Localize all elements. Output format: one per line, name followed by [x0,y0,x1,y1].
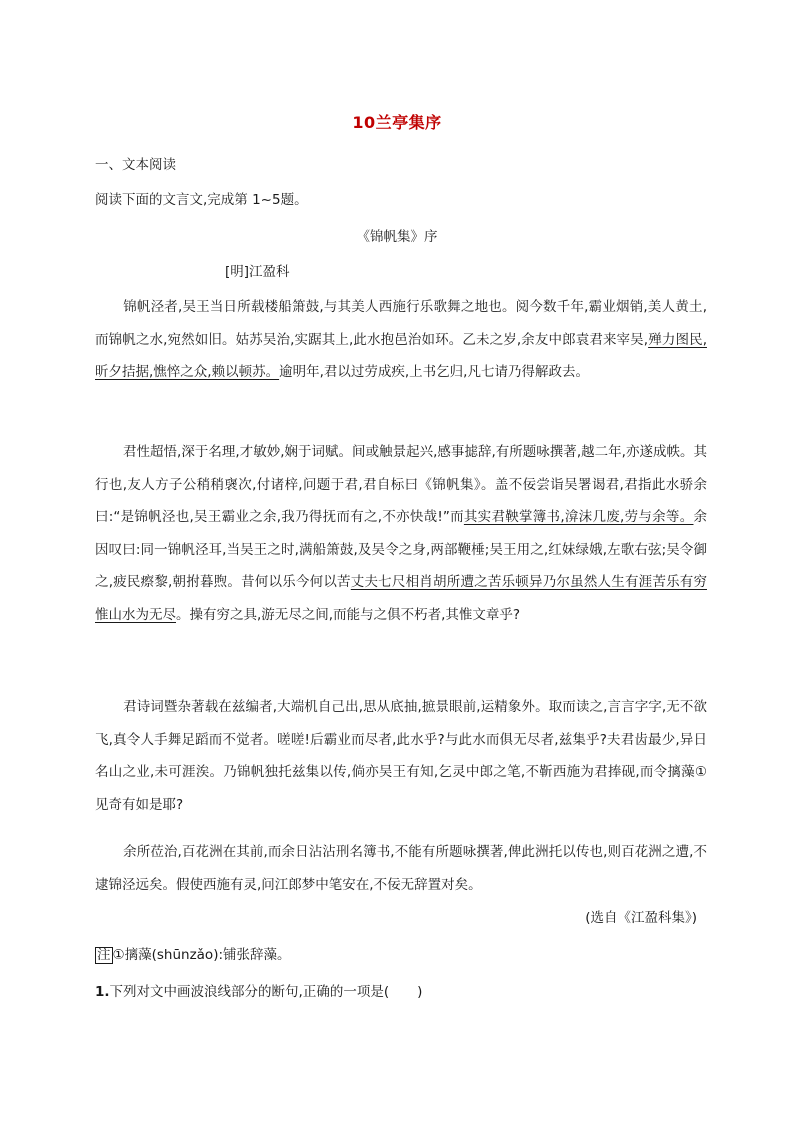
footnote-text: ①摛藻(shūnzǎo):铺张辞藻。 [112,947,291,963]
note-mark: 注 [97,947,111,963]
question-text: 下列对文中画波浪线部分的断句,正确的一项是( [109,984,390,1000]
section-heading: 一、文本阅读 [95,157,176,173]
page-title: 10兰亭集序 [352,113,442,132]
source-citation: (选自《江盈科集》) [585,910,697,926]
passage-title: 《锦帆集》序 [356,229,438,245]
paragraph-2 [95,436,707,632]
paragraph-3 [95,691,707,821]
paragraph-4 [95,836,707,901]
reading-instruction: 阅读下面的文言文,完成第 1~5题。 [95,192,308,208]
paragraph-1-text-b: 逾明年,君以过劳成疾,上书乞归,凡七请乃得解政去。 [279,364,589,381]
paragraph-3-text: 君诗词暨杂著载在兹编者,大端机自己出,思从底抽,摭景眼前,运精象外。取而读之,言言字字,无不欲飞,真令人手舞足蹈而不觉者。嗟嗟!后霸业而尽者,此水乎?与此水而俱无尽者,兹集乎?夫君齿最少,异日名山之业,未可涯涘。乃锦帆独托兹集以传,倘亦吴王有知,乞灵中郎之笔,不靳西施为君捧砚,而令摛藻①见奇有如是耶? [95,699,707,813]
paragraph-2-text-a: 君性超悟,深于名理,才敏妙,娴于词赋。间或触景起兴,感事摅辞,有所题咏撰著,越二年,亦遂成帙。其行也,友人方子公稍稍襃次,付诸梓,问题于君,君自标曰《锦帆集》。盖不佞尝诣吴署谒君,君指此水骄余曰:“是锦帆泾也,吴王霸业之余,我乃得抚而有之,不亦快哉!”而 [95,444,707,526]
footnote [95,945,291,965]
paragraph-1-text-a: 锦帆泾者,吴王当日所载楼船箫鼓,与其美人西施行乐歌舞之地也。阅今数千年,霸业烟销,美人黄土,而锦帆之水,宛然如旧。姑苏吴治,实踞其上,此水抱邑治如环。乙未之岁,余友中郎袁君来宰吴, [95,299,707,348]
question-1 [95,982,422,1002]
underlined-sentence-2: 其实君鞅掌簿书,渰沫几废,劳与余等。 [463,509,694,526]
paragraph-1 [95,291,707,389]
passage-author: [明]江盈科 [225,264,290,280]
paragraph-4-text: 余所莅治,百花洲在其前,而余日沾沾刑名簿书,不能有所题咏撰著,俾此洲托以传也,则百花洲之遭,不逮锦泾远矣。假使西施有灵,问江郎梦中笔安在,不佞无辞置对矣。 [95,844,707,893]
wavy-underlined-passage: 丈夫七尺相肖胡所遭之苦乐顿异乃尔虽然人生有涯苦乐有穷惟山水为无尽 [95,574,707,623]
paragraph-2-text-b: 余因叹曰:同一锦帆泾耳,当吴王之时,满船箫鼓,及吴令之身,两部鞭棰;吴王用之,红妹绿娥,左歌右弦;吴令御之,疲民瘵黎,朝拊暮煦。昔何以乐今何以苦 [95,509,707,591]
question-number: 1. [95,984,110,1000]
underlined-sentence-1: 殚力图民,昕夕拮据,憔悴之众,赖以顿苏。 [95,331,707,381]
paragraph-2-text-c: 。操有穷之具,游无尽之间,而能与之俱不朽者,其惟文章乎? [176,606,521,623]
question-close-paren: ) [417,984,423,1000]
